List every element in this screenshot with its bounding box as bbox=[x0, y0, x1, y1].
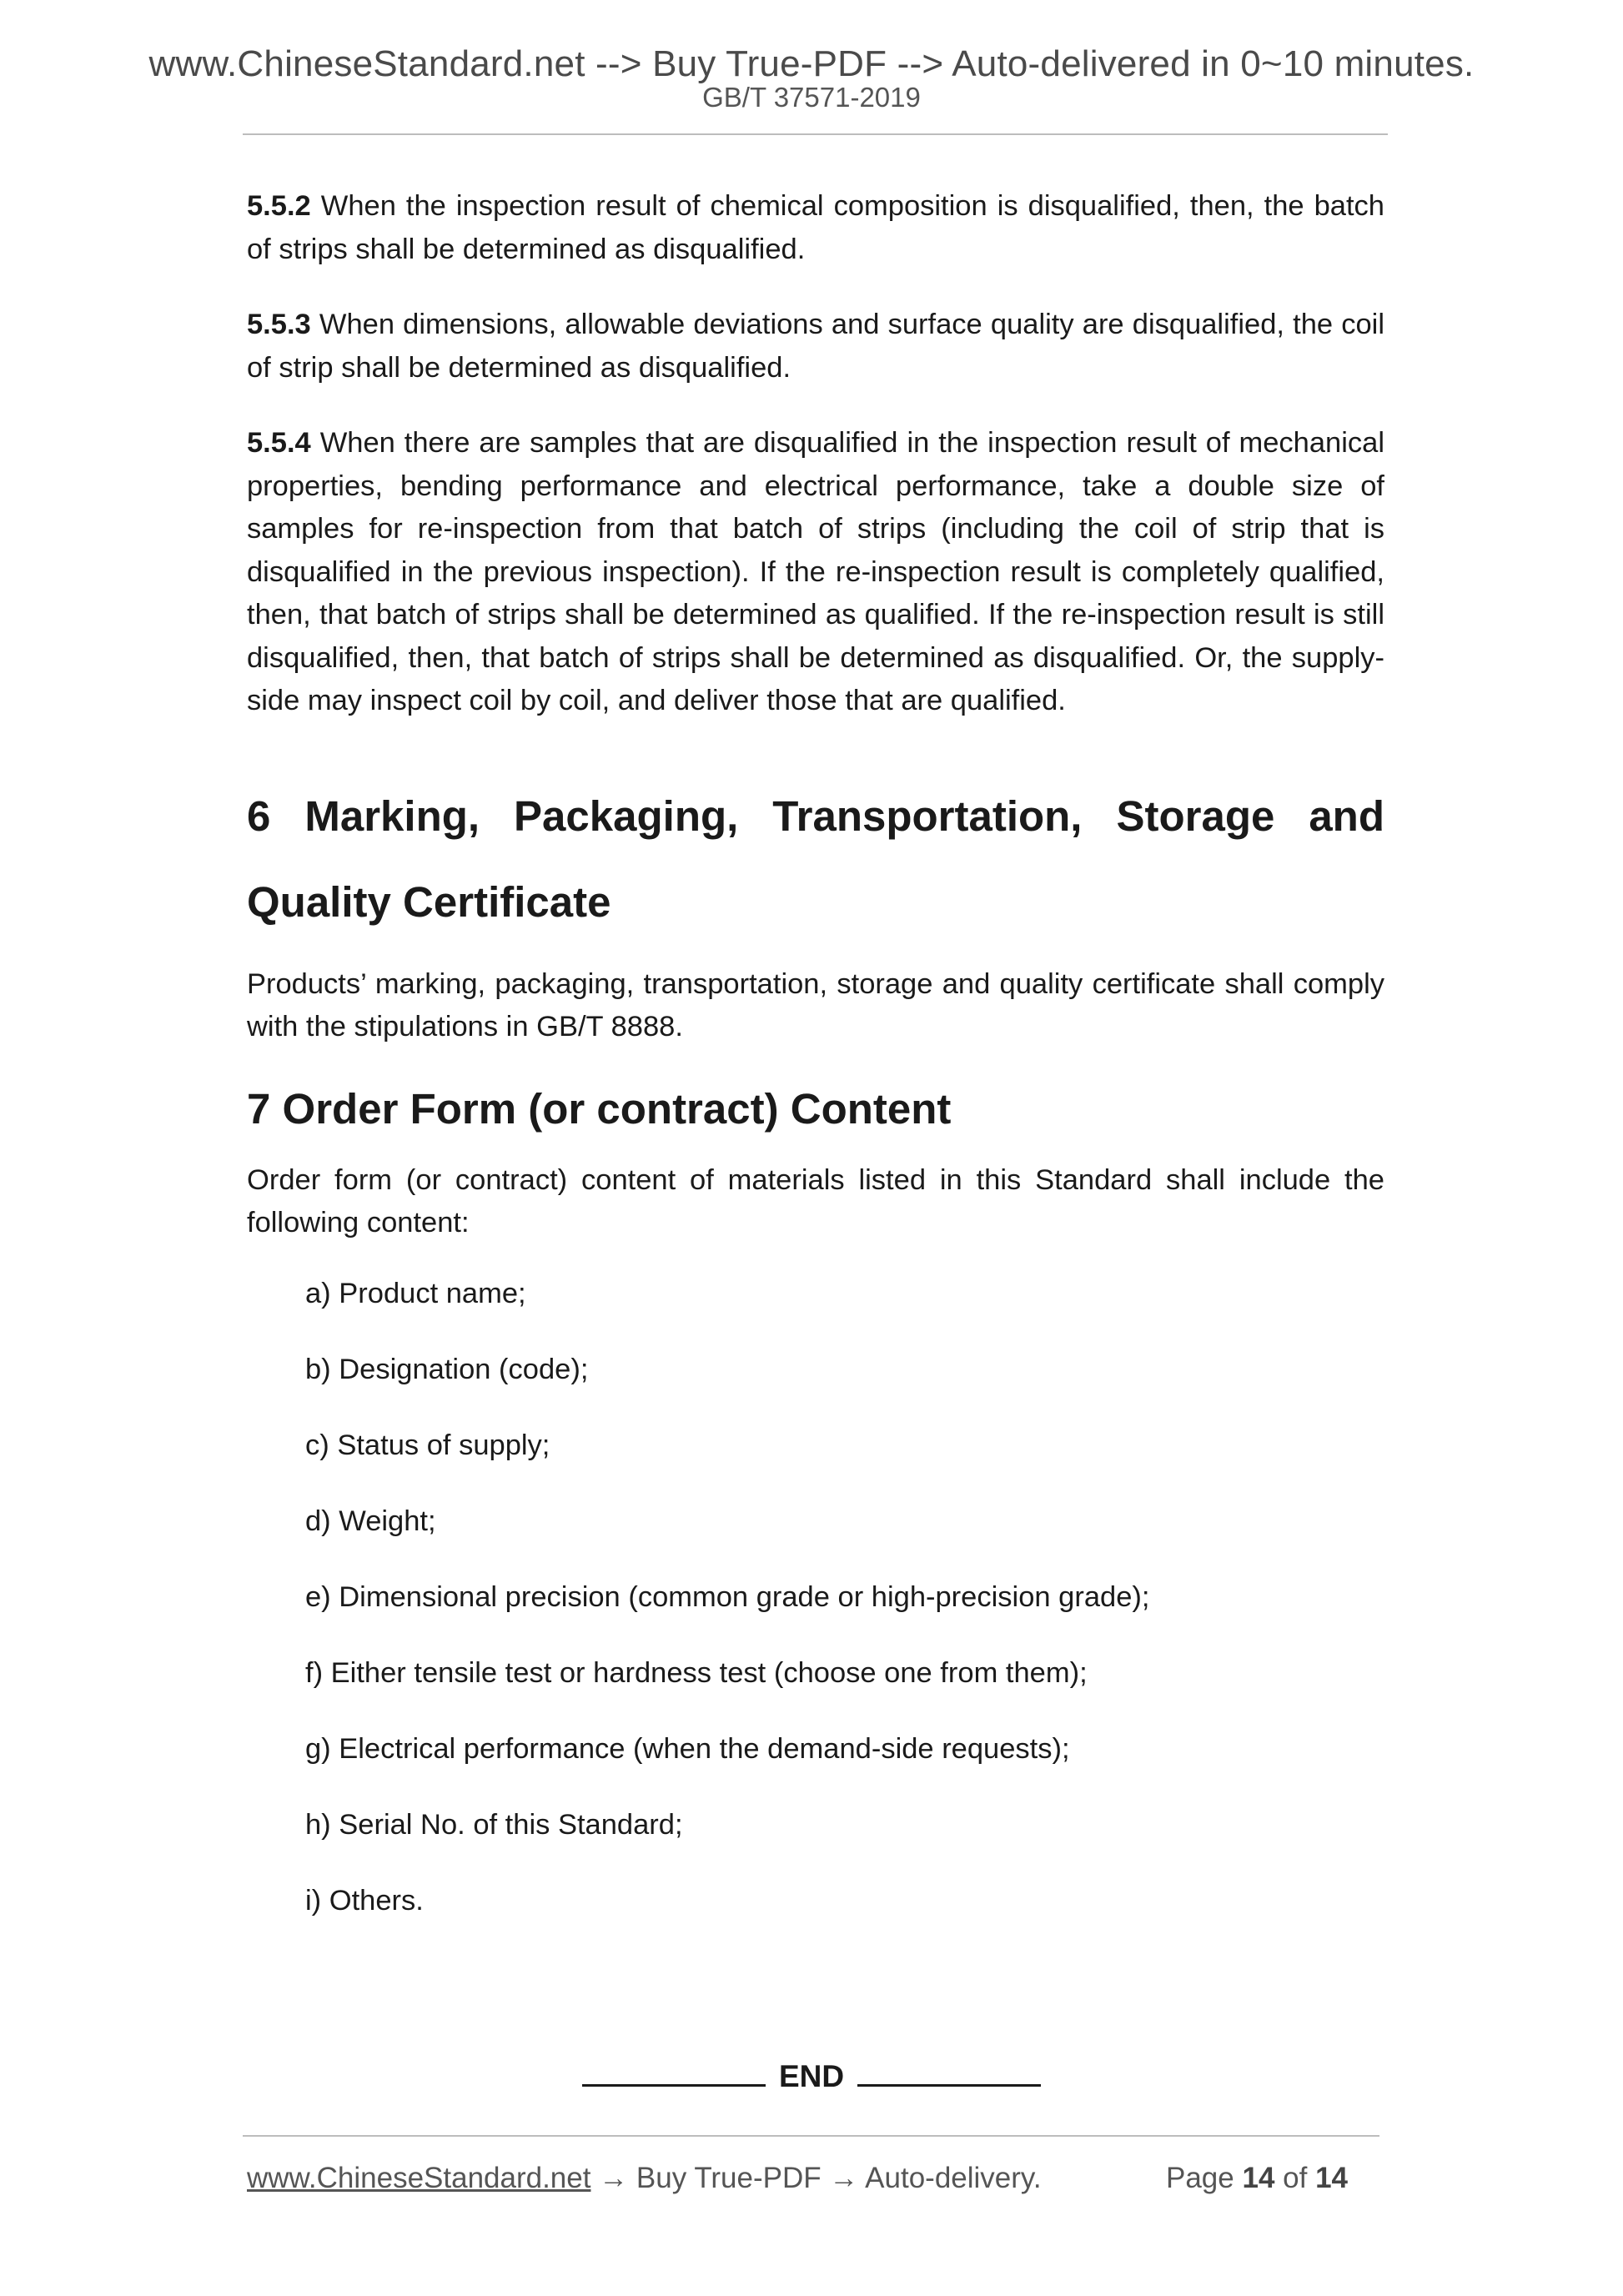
page-total: 14 bbox=[1315, 2162, 1349, 2194]
end-rule-right bbox=[857, 2082, 1041, 2087]
section-7-heading: 7 Order Form (or contract) Content bbox=[247, 1084, 952, 1133]
end-rule-left bbox=[582, 2082, 766, 2087]
section-6-text: Products’ marking, packaging, transportation, storage and quality certificate shall comply with the stipulations in GB/T 8888. bbox=[247, 967, 1384, 1042]
section-6-heading: 6 Marking, Packaging, Transportation, Storage and Quality Certificate bbox=[247, 791, 1384, 926]
list-item: h) Serial No. of this Standard; bbox=[305, 1808, 683, 1841]
clause-5-5-2 bbox=[247, 185, 1384, 271]
clause-number: 5.5.2 bbox=[247, 190, 311, 222]
list-item: c) Status of supply; bbox=[305, 1429, 550, 1461]
list-item: f) Either tensile test or hardness test (choose one from them); bbox=[305, 1656, 1088, 1689]
clause-number: 5.5.3 bbox=[247, 309, 311, 340]
clause-text: When dimensions, allowable deviations and surface quality are disqualified, the coil of strip shall be determined as disqualified. bbox=[247, 309, 1384, 384]
page-current: 14 bbox=[1242, 2162, 1275, 2194]
clause-5-5-3 bbox=[247, 304, 1384, 389]
clause-number: 5.5.4 bbox=[247, 427, 311, 459]
header-divider bbox=[243, 133, 1388, 135]
document-body bbox=[247, 185, 1384, 1960]
site-banner: www.ChineseStandard.net --> Buy True-PDF --> Auto-delivered in 0~10 minutes. bbox=[148, 43, 1475, 84]
footer-site-link[interactable]: www.ChineseStandard.net bbox=[247, 2162, 591, 2194]
section-7-text: Order form (or contract) content of materials listed in this Standard shall include the following content: bbox=[247, 1163, 1384, 1238]
footer-divider bbox=[243, 2135, 1379, 2137]
footer-tagline: → Buy True-PDF → Auto-delivery. bbox=[590, 2162, 1042, 2194]
page-word: Page bbox=[1166, 2162, 1234, 2194]
page-indicator bbox=[1166, 2162, 1348, 2195]
list-item: d) Weight; bbox=[305, 1505, 436, 1537]
order-content-list bbox=[247, 1277, 1384, 1917]
clause-text: When there are samples that are disqualified in the inspection result of mechanical properties, bending performance and electrical performance, take a double size of samples for re-inspection from that batch of strips (including the coil of strip that is disqualified in the previous inspection). If the re-inspection result is completely qualified, then, that batch of strips shall be determined as qualified. If the re-inspection result is still disqualified, then, that batch of strips shall be determined as disqualified. Or, the supply-side may inspect coil by coil, and deliver those that are qualified. bbox=[247, 427, 1384, 716]
clause-5-5-4 bbox=[247, 422, 1384, 723]
list-item: g) Electrical performance (when the demand-side requests); bbox=[305, 1732, 1070, 1765]
standard-code: GB/T 37571-2019 bbox=[702, 82, 921, 113]
list-item: b) Designation (code); bbox=[305, 1353, 589, 1385]
list-item: e) Dimensional precision (common grade or high-precision grade); bbox=[305, 1580, 1150, 1613]
end-marker bbox=[0, 2059, 1623, 2094]
clause-text: When the inspection result of chemical composition is disqualified, then, the batch of strips shall be determined as disqualified. bbox=[247, 190, 1384, 265]
footer-promo bbox=[247, 2162, 1042, 2195]
of-word: of bbox=[1283, 2162, 1308, 2194]
list-item: i) Others. bbox=[305, 1884, 424, 1917]
list-item: a) Product name; bbox=[305, 1277, 526, 1309]
end-label: END bbox=[778, 2059, 845, 2093]
